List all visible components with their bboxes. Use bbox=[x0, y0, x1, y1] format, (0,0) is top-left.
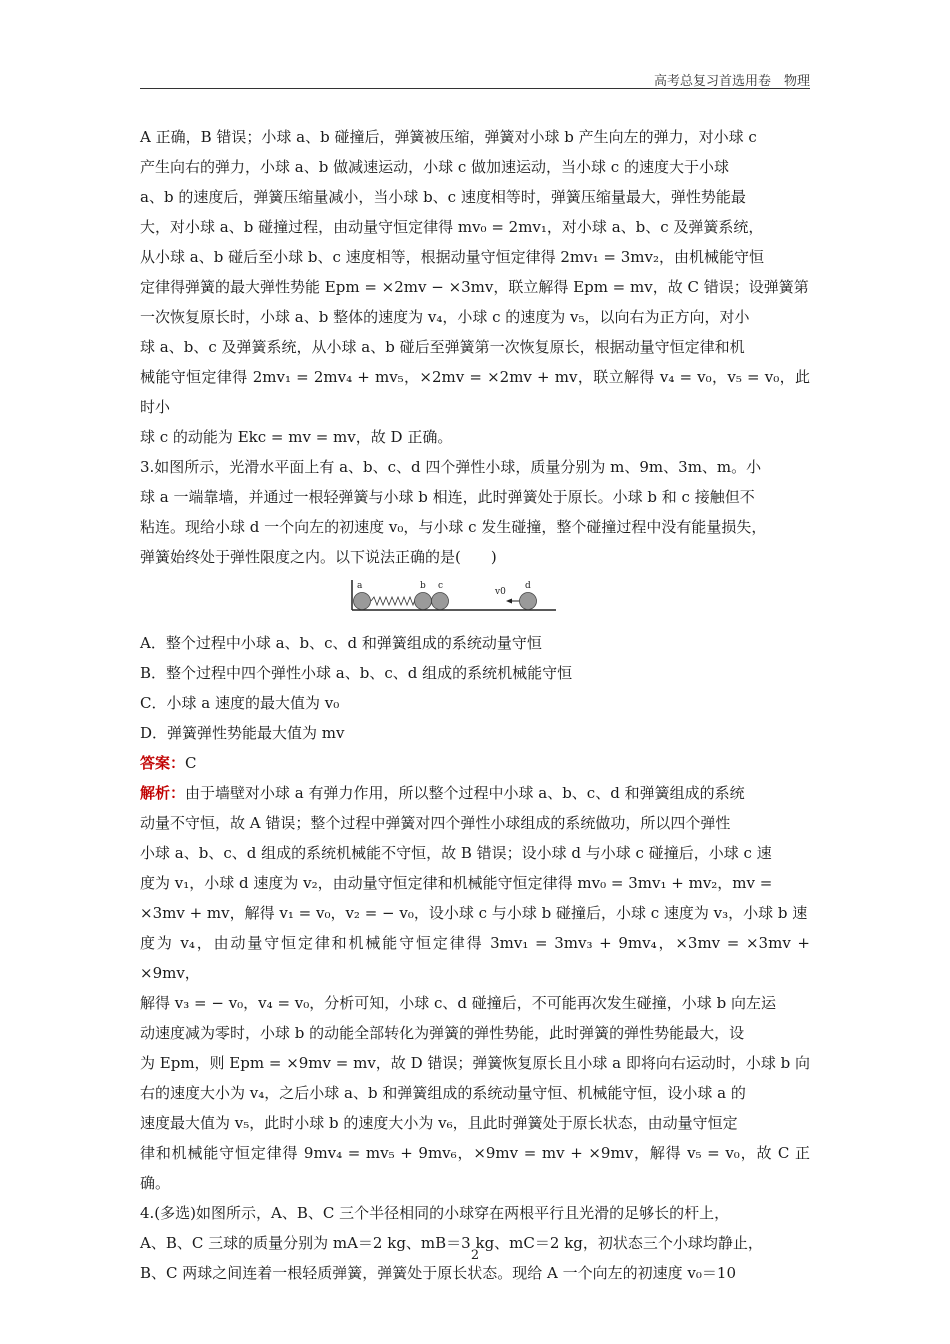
question-4 bbox=[140, 1198, 810, 1288]
text-line: 械能守恒定律得 2mv₁ = 2mv₄ + mv₅，×2mv = ×2mv + mv，联立解得 v₄ = v₀，v₅ = v₀，此时小 bbox=[140, 368, 810, 416]
text-line: A 正确，B 错误；小球 a、b 碰撞后，弹簧被压缩，弹簧对小球 b 产生向左的弹力，对小球 c bbox=[140, 128, 757, 146]
page-number: 2 bbox=[470, 1248, 480, 1263]
text-line: 球 c 的动能为 Ekc = mv = mv，故 D 正确。 bbox=[140, 428, 453, 446]
analysis-line: 度为 v₁，小球 d 速度为 v₂，由动量守恒定律和机械能守恒定律得 mv₀ = 3mv₁ + mv₂，mv = bbox=[140, 874, 773, 892]
ball-b bbox=[415, 593, 432, 610]
continuation-block bbox=[140, 122, 810, 452]
analysis-line: 解得 v₃ = − v₀，v₄ = v₀，分析可知，小球 c、d 碰撞后，不可能再次发生碰撞，小球 b 向左运 bbox=[140, 994, 776, 1012]
option-d: D．弹簧弹性势能最大值为 mv bbox=[140, 724, 345, 742]
question-stem-line: 3.如图所示，光滑水平面上有 a、b、c、d 四个弹性小球，质量分别为 m、9m、3m、m。小 bbox=[140, 458, 762, 476]
analysis-line: 动量不守恒，故 A 错误；整个过程中弹簧对四个弹性小球组成的系统做功，所以四个弹性 bbox=[140, 814, 731, 832]
answer-label: 答案： bbox=[140, 754, 186, 772]
analysis-line: 动速度减为零时，小球 b 的动能全部转化为弹簧的弹性势能，此时弹簧的弹性势能最大，设 bbox=[140, 1024, 745, 1042]
question-stem-line: 粘连。现给小球 d 一个向左的初速度 v₀，与小球 c 发生碰撞，整个碰撞过程中没有能量损失， bbox=[140, 518, 767, 536]
text-line: 大，对小球 a、b 碰撞过程，由动量守恒定律得 mv₀ = 2mv₁，对小球 a、b、c 及弹簧系统， bbox=[140, 218, 764, 236]
page-content bbox=[140, 122, 810, 1288]
text-line: 球 a、b、c 及弹簧系统，从小球 a、b 碰后至弹簧第一次恢复原长，根据动量守恒定律和机 bbox=[140, 338, 745, 356]
question-stem-line: B、C 两球之间连着一根轻质弹簧，弹簧处于原长状态。现给 A 一个向左的初速度 v₀＝10 bbox=[140, 1264, 736, 1282]
page-header: 高考总复习首选用卷 物理 bbox=[653, 74, 810, 89]
analysis-line: ×3mv + mv，解得 v₁ = v₀，v₂ = − v₀，设小球 c 与小球 b 碰撞后，小球 c 速度为 v₃，小球 b 速 bbox=[140, 904, 808, 922]
question-stem-line: 球 a 一端靠墙，并通过一根轻弹簧与小球 b 相连，此时弹簧处于原长。小球 b 和 c 接触但不 bbox=[140, 488, 755, 506]
text-line: a、b 的速度后，弹簧压缩量减小，当小球 b、c 速度相等时，弹簧压缩量最大，弹性势能最 bbox=[140, 188, 746, 206]
option-a: A．整个过程中小球 a、b、c、d 和弹簧组成的系统动量守恒 bbox=[140, 634, 542, 652]
header-rule bbox=[140, 88, 810, 89]
analysis-line: 右的速度大小为 v₄，之后小球 a、b 和弹簧组成的系统动量守恒、机械能守恒，设小球 a 的 bbox=[140, 1084, 746, 1102]
analysis-label: 解析： bbox=[140, 784, 186, 802]
label-d: d bbox=[525, 581, 531, 591]
label-b: b bbox=[420, 581, 426, 591]
answer-line bbox=[140, 748, 810, 778]
text-line: 定律得弹簧的最大弹性势能 Epm = ×2mv − ×3mv，联立解得 Epm = mv，故 C 错误；设弹簧第 bbox=[140, 278, 809, 296]
option-c: C．小球 a 速度的最大值为 v₀ bbox=[140, 694, 340, 712]
text-line: 产生向右的弹力，小球 a、b 做减速运动，小球 c 做加速运动，当小球 c 的速度大于小球 bbox=[140, 158, 729, 176]
ball-c bbox=[432, 593, 449, 610]
label-c: c bbox=[438, 581, 444, 591]
text-line: 一次恢复原长时，小球 a、b 整体的速度为 v₄，小球 c 的速度为 v₅，以向右为正方向，对小 bbox=[140, 308, 750, 326]
ball-d bbox=[520, 593, 537, 610]
ball-a bbox=[354, 593, 371, 610]
figure-drawing bbox=[350, 578, 560, 620]
analysis-line: 度为 v₄，由动量守恒定律和机械能守恒定律得 3mv₁ = 3mv₃ + 9mv₄，×3mv = ×3mv + ×9mv， bbox=[140, 934, 810, 982]
analysis-line: 小球 a、b、c、d 组成的系统机械能不守恒，故 B 错误；设小球 d 与小球 c 碰撞后，小球 c 速 bbox=[140, 844, 772, 862]
option-b: B．整个过程中四个弹性小球 a、b、c、d 组成的系统机械能守恒 bbox=[140, 664, 573, 682]
label-a: a bbox=[357, 581, 363, 591]
question-stem-line: A、B、C 三球的质量分别为 mA＝2 kg、mB＝3 kg、mC＝2 kg，初状态三个小球均静止， bbox=[140, 1234, 763, 1252]
spring-balls-figure bbox=[140, 578, 810, 620]
analysis-line: 为 Epm，则 Epm = ×9mv = mv，故 D 错误；弹簧恢复原长且小球 a 即将向右运动时，小球 b 向 bbox=[140, 1054, 810, 1072]
answer-value: C bbox=[185, 754, 197, 772]
analysis-line: 速度最大值为 v₅，此时小球 b 的速度大小为 v₆，且此时弹簧处于原长状态，由动量守恒定 bbox=[140, 1114, 738, 1132]
analysis-line: 律和机械能守恒定律得 9mv₄ = mv₅ + 9mv₆，×9mv = mv + ×9mv，解得 v₅ = v₀，故 C 正确。 bbox=[140, 1144, 810, 1192]
label-v0: v0 bbox=[495, 587, 506, 597]
question-stem-line: 4.(多选)如图所示，A、B、C 三个半径相同的小球穿在两根平行且光滑的足够长的杆上， bbox=[140, 1204, 730, 1222]
question-stem-line: 弹簧始终处于弹性限度之内。以下说法正确的是( ) bbox=[140, 548, 497, 566]
velocity-arrow-head bbox=[506, 599, 512, 604]
text-line: 从小球 a、b 碰后至小球 b、c 速度相等，根据动量守恒定律得 2mv₁ = 3mv₂，由机械能守恒 bbox=[140, 248, 765, 266]
analysis-text: 由于墙壁对小球 a 有弹力作用，所以整个过程中小球 a、b、c、d 和弹簧组成的系统 bbox=[185, 784, 745, 802]
analysis-line bbox=[140, 778, 810, 808]
question-3 bbox=[140, 452, 810, 1198]
